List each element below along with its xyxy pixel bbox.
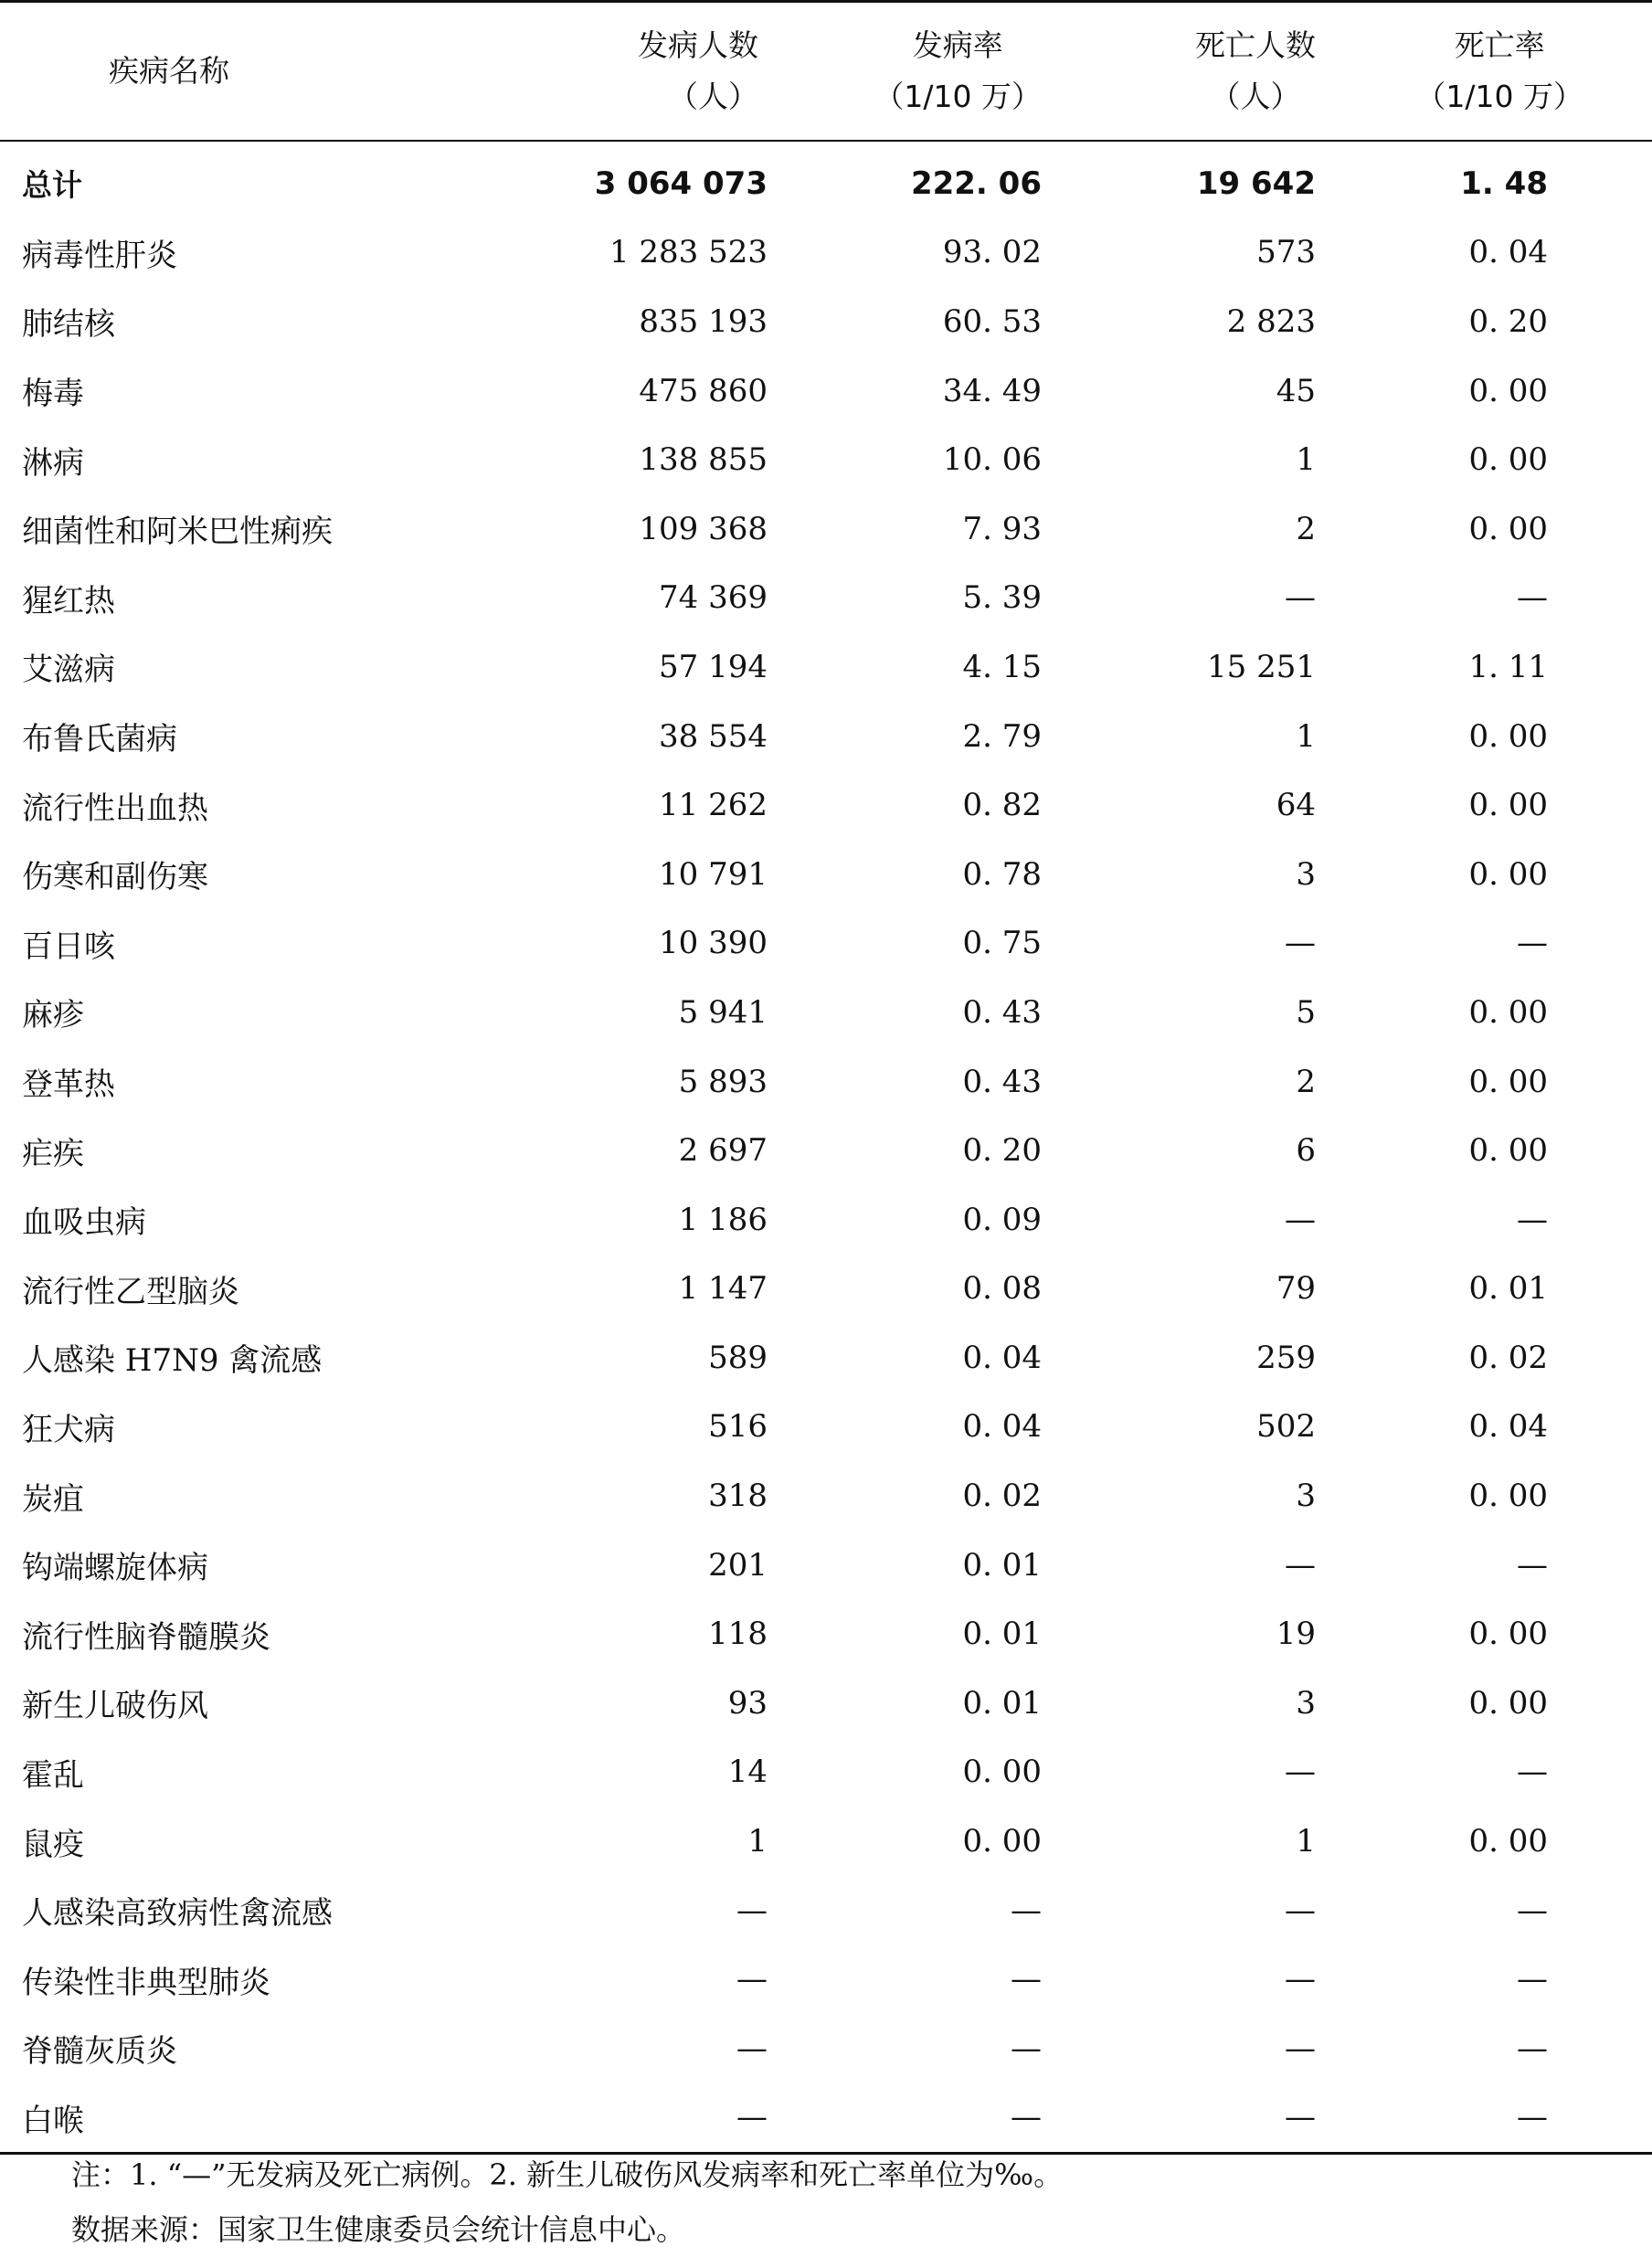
- cell-incidence-rate: 0. 00: [962, 1754, 1042, 1791]
- table-row: [0, 632, 1652, 702]
- cell-incidence-rate: 0. 82: [962, 787, 1042, 824]
- header-deaths-unit: （人）: [1210, 79, 1301, 114]
- cell-incidence-rate: 0. 04: [962, 1408, 1042, 1446]
- cell-incidence-rate: 60. 53: [942, 302, 1042, 340]
- table-row: [0, 1185, 1652, 1255]
- table-row: [0, 702, 1652, 771]
- cell-disease-name: 伤寒和副伤寒: [22, 859, 208, 896]
- cell-incidence-rate: 0. 08: [962, 1270, 1042, 1308]
- table-row: [0, 1944, 1652, 2014]
- table-row: [0, 1738, 1652, 1807]
- cell-cases: —: [736, 1891, 768, 1929]
- cell-disease-name: 淋病: [22, 444, 84, 482]
- cell-deaths: 3: [1296, 1478, 1316, 1515]
- cell-incidence-rate: —: [1011, 1891, 1042, 1929]
- cell-deaths: 1: [1296, 441, 1316, 479]
- header-incidence-unit: （1/10 万）: [874, 79, 1042, 114]
- cell-deaths: —: [1285, 1961, 1316, 1998]
- cell-deaths: 5: [1296, 993, 1316, 1031]
- cell-mortality-rate: —: [1316, 2083, 1652, 2154]
- cell-incidence-rate: 0. 43: [962, 993, 1042, 1031]
- cell-disease-name: 人感染 H7N9 禽流感: [22, 1342, 323, 1380]
- cell-disease-name: 钩端螺旋体病: [22, 1550, 208, 1587]
- cell-incidence-rate: 4. 15: [962, 648, 1042, 685]
- cell-disease-name: 百日咳: [22, 927, 115, 965]
- cell-deaths: 2: [1296, 1063, 1316, 1100]
- cell-mortality-rate: 0. 00: [1468, 1478, 1548, 1515]
- cell-disease-name: 艾滋病: [22, 652, 115, 689]
- cell-deaths: —: [1285, 579, 1316, 617]
- cell-disease-name: 流行性乙型脑炎: [22, 1273, 239, 1310]
- cell-disease-name: 梅毒: [22, 376, 84, 413]
- cell-deaths: 259: [1256, 1339, 1316, 1376]
- table-row: [0, 425, 1652, 494]
- table-row: [0, 494, 1652, 564]
- table-row: [0, 2083, 1652, 2154]
- cell-mortality-rate: 1. 48: [1460, 164, 1548, 202]
- header-cases-unit: （人）: [668, 79, 758, 114]
- cell-cases: 10 390: [659, 925, 768, 962]
- header-cases: [576, 2, 768, 142]
- table-row: [0, 840, 1652, 909]
- cell-mortality-rate: 0. 04: [1468, 1408, 1548, 1446]
- cell-mortality-rate: —: [1517, 1754, 1548, 1791]
- cell-deaths: 2: [1296, 510, 1316, 547]
- table-row: [0, 287, 1652, 356]
- data-source: 数据来源：国家卫生健康委员会统计信息中心。: [71, 2212, 686, 2247]
- cell-incidence-rate: 34. 49: [942, 372, 1042, 409]
- cell-cases: 5 941: [678, 993, 768, 1031]
- cell-mortality-rate: 0. 00: [1468, 717, 1548, 755]
- cell-mortality-rate: 0. 00: [1468, 1823, 1548, 1860]
- cell-incidence-rate: 0. 09: [962, 1201, 1042, 1238]
- cell-deaths: 2 823: [1226, 302, 1316, 340]
- header-disease-name-label: 疾病名称: [109, 53, 229, 89]
- cell-mortality-rate: 0. 00: [1468, 1616, 1548, 1653]
- cell-incidence-rate: 0. 43: [962, 1063, 1042, 1100]
- cell-mortality-rate: 1. 11: [1468, 648, 1548, 685]
- cell-incidence-rate: 0. 02: [962, 1478, 1042, 1515]
- table-row: [0, 1531, 1652, 1600]
- header-cases-label: 发病人数: [638, 27, 758, 63]
- header-mortality-label: 死亡率: [1454, 27, 1545, 63]
- cell-mortality-rate: —: [1517, 1201, 1548, 1238]
- cell-incidence-rate: —: [768, 2083, 1042, 2154]
- cell-disease-name: 流行性出血热: [22, 789, 208, 827]
- cell-deaths: —: [1285, 1754, 1316, 1791]
- cell-cases: 10 791: [659, 855, 768, 893]
- cell-cases: 475 860: [639, 372, 768, 409]
- cell-disease-name: 人感染高致病性禽流感: [22, 1895, 333, 1933]
- cell-mortality-rate: —: [1517, 579, 1548, 617]
- cell-mortality-rate: 0. 00: [1468, 510, 1548, 547]
- table-row: [0, 1876, 1652, 1945]
- cell-mortality-rate: 0. 00: [1468, 1132, 1548, 1170]
- cell-disease-name: 新生儿破伤风: [22, 1688, 208, 1725]
- cell-deaths: —: [1285, 1546, 1316, 1584]
- cell-deaths: —: [1285, 1201, 1316, 1238]
- table-row: [0, 1461, 1652, 1531]
- cell-mortality-rate: —: [1517, 1891, 1548, 1929]
- cell-disease-name: 细菌性和阿米巴性痢疾: [22, 514, 333, 551]
- cell-cases: 118: [708, 1616, 768, 1653]
- cell-incidence-rate: —: [1011, 1961, 1042, 1998]
- cell-deaths: —: [1285, 2029, 1316, 2067]
- cell-disease-name: 登革热: [22, 1066, 115, 1104]
- cell-deaths: 15 251: [1207, 648, 1316, 685]
- table-row: [0, 770, 1652, 840]
- cell-cases: 589: [708, 1339, 768, 1376]
- cell-incidence-rate: 0. 00: [962, 1823, 1042, 1860]
- cell-cases: 74 369: [659, 579, 768, 617]
- cell-deaths: —: [1285, 1891, 1316, 1929]
- cell-disease-name: 疟疾: [22, 1135, 84, 1172]
- table-row: [0, 2014, 1652, 2083]
- header-row: [0, 2, 1652, 142]
- table-row: [0, 1047, 1652, 1117]
- cell-disease-name: 布鲁氏菌病: [22, 721, 177, 758]
- cell-deaths: 1: [1296, 1823, 1316, 1860]
- cell-disease-name: 病毒性肝炎: [22, 237, 177, 274]
- cell-deaths: 6: [1296, 1132, 1316, 1170]
- cell-cases: 5 893: [678, 1063, 768, 1100]
- header-deaths-label: 死亡人数: [1195, 27, 1316, 63]
- table-row: [0, 564, 1652, 633]
- table-row: [0, 1599, 1652, 1669]
- cell-disease-name: 肺结核: [22, 306, 115, 344]
- cell-deaths: 3: [1296, 855, 1316, 893]
- cell-mortality-rate: 0. 00: [1468, 441, 1548, 479]
- cell-mortality-rate: —: [1517, 2029, 1548, 2067]
- cell-cases: 2 697: [678, 1132, 768, 1170]
- cell-deaths: —: [1042, 2083, 1316, 2154]
- cell-mortality-rate: 0. 04: [1468, 234, 1548, 271]
- cell-cases: 57 194: [659, 648, 768, 685]
- cell-cases: 1 147: [678, 1270, 768, 1308]
- cell-incidence-rate: 0. 75: [962, 925, 1042, 962]
- table-row: [0, 1669, 1652, 1738]
- cell-deaths: 45: [1276, 372, 1316, 409]
- cell-deaths: 64: [1276, 787, 1316, 824]
- header-mortality: [1316, 2, 1652, 142]
- table-row: [0, 1255, 1652, 1324]
- cell-cases: 1: [747, 1823, 768, 1860]
- cell-disease-name: 血吸虫病: [22, 1204, 146, 1242]
- cell-mortality-rate: —: [1517, 1961, 1548, 1998]
- cell-cases: 1 186: [678, 1201, 768, 1238]
- total-row: [0, 141, 1652, 218]
- table-body: [0, 141, 1652, 2154]
- cell-mortality-rate: 0. 00: [1468, 993, 1548, 1031]
- table-row: [0, 909, 1652, 979]
- cell-deaths: 79: [1276, 1270, 1316, 1308]
- cell-cases: 516: [708, 1408, 768, 1446]
- cell-mortality-rate: 0. 01: [1468, 1270, 1548, 1308]
- cell-disease-name: 鼠疫: [22, 1826, 84, 1863]
- cell-mortality-rate: 0. 00: [1468, 855, 1548, 893]
- cell-incidence-rate: 0. 78: [962, 855, 1042, 893]
- cell-mortality-rate: 0. 20: [1468, 302, 1548, 340]
- cell-cases: 835 193: [639, 302, 768, 340]
- cell-cases: 318: [708, 1478, 768, 1515]
- table-row: [0, 218, 1652, 288]
- cell-disease-name: 炭疽: [22, 1480, 84, 1518]
- cell-cases: 11 262: [659, 787, 768, 824]
- cell-mortality-rate: 0. 00: [1468, 787, 1548, 824]
- cell-cases: 201: [708, 1546, 768, 1584]
- table-row: [0, 978, 1652, 1047]
- cell-incidence-rate: 5. 39: [962, 579, 1042, 617]
- cell-incidence-rate: 0. 01: [962, 1616, 1042, 1653]
- cell-disease-name: 白喉: [0, 2083, 576, 2154]
- cell-deaths: 573: [1256, 234, 1316, 271]
- header-incidence: [768, 2, 1042, 142]
- cell-disease-name: 狂犬病: [22, 1411, 115, 1448]
- cell-disease-name: 脊髓灰质炎: [22, 2033, 177, 2071]
- cell-incidence-rate: 7. 93: [962, 510, 1042, 547]
- table-notes: [71, 2147, 1063, 2257]
- cell-mortality-rate: —: [1517, 1546, 1548, 1584]
- cell-cases: —: [736, 2029, 768, 2067]
- cell-mortality-rate: 0. 02: [1468, 1339, 1548, 1376]
- header-incidence-label: 发病率: [912, 27, 1003, 63]
- cell-mortality-rate: 0. 00: [1468, 372, 1548, 409]
- cell-disease-name: 流行性脑脊髓膜炎: [22, 1618, 270, 1656]
- cell-incidence-rate: 10. 06: [942, 441, 1042, 479]
- cell-incidence-rate: 0. 04: [962, 1339, 1042, 1376]
- cell-cases: 3 064 073: [594, 164, 768, 202]
- cell-cases: 93: [727, 1684, 768, 1722]
- cell-cases: —: [736, 1961, 768, 1998]
- cell-deaths: 1: [1296, 717, 1316, 755]
- cell-mortality-rate: —: [1517, 925, 1548, 962]
- cell-disease-name: 霍乱: [22, 1756, 84, 1794]
- cell-cases: 14: [727, 1754, 768, 1791]
- cell-disease-name: 传染性非典型肺炎: [22, 1964, 270, 2001]
- cell-incidence-rate: 222. 06: [910, 164, 1042, 202]
- cell-deaths: 502: [1256, 1408, 1316, 1446]
- cell-deaths: —: [1285, 925, 1316, 962]
- cell-incidence-rate: 0. 01: [962, 1684, 1042, 1722]
- cell-cases: 138 855: [639, 441, 768, 479]
- header-deaths: [1042, 2, 1316, 142]
- table-row: [0, 1116, 1652, 1185]
- table-row: [0, 1807, 1652, 1876]
- table-row: [0, 356, 1652, 426]
- cell-cases: 38 554: [659, 717, 768, 755]
- cell-incidence-rate: —: [1011, 2029, 1042, 2067]
- cell-deaths: 19: [1276, 1616, 1316, 1653]
- header-disease-name: [0, 2, 576, 142]
- cell-incidence-rate: 93. 02: [942, 234, 1042, 271]
- cell-cases: —: [576, 2083, 768, 2154]
- footnote: 注：1. “—”无发病及死亡病例。2. 新生儿破伤风发病率和死亡率单位为‰。: [71, 2157, 1064, 2192]
- table-row: [0, 1393, 1652, 1462]
- cell-incidence-rate: 0. 01: [962, 1546, 1042, 1584]
- cell-cases: 109 368: [639, 510, 768, 547]
- cell-incidence-rate: 2. 79: [962, 717, 1042, 755]
- cell-mortality-rate: 0. 00: [1468, 1063, 1548, 1100]
- table-row: [0, 1323, 1652, 1393]
- header-mortality-unit: （1/10 万）: [1415, 79, 1583, 114]
- cell-disease-name: 麻疹: [22, 997, 84, 1034]
- cell-deaths: 3: [1296, 1684, 1316, 1722]
- cell-deaths: 19 642: [1196, 164, 1316, 202]
- cell-disease-name: 总计: [22, 167, 82, 204]
- cell-mortality-rate: 0. 00: [1468, 1684, 1548, 1722]
- cell-disease-name: 猩红热: [22, 582, 115, 620]
- cell-cases: 1 283 523: [609, 234, 768, 271]
- table-header: [0, 2, 1652, 142]
- cell-incidence-rate: 0. 20: [962, 1132, 1042, 1170]
